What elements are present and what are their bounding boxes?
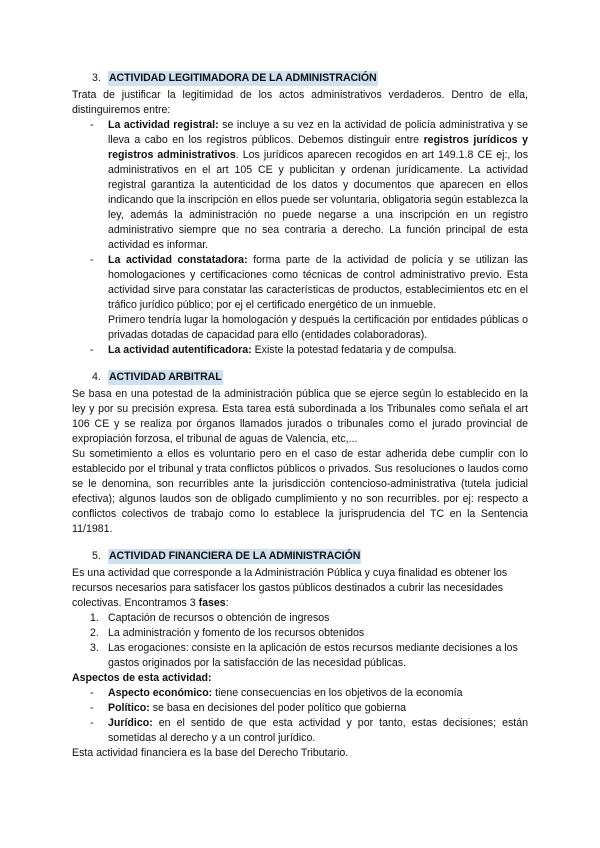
- intro-bold: fases: [198, 597, 226, 609]
- intro-text-end: :: [225, 597, 229, 609]
- item-label: La actividad constatadora:: [108, 254, 248, 266]
- list-item: [90, 611, 528, 626]
- heading-title: ACTIVIDAD LEGITIMADORA DE LA ADMINISTRACIÓN: [109, 72, 377, 84]
- phases-list: [72, 611, 528, 671]
- dash-bullet: -: [90, 254, 94, 266]
- list-item: [90, 626, 528, 641]
- list-item: [90, 253, 528, 343]
- heading-title: ACTIVIDAD FINANCIERA DE LA ADMINISTRACIÓN: [109, 550, 361, 562]
- dash-bullet: -: [90, 687, 94, 699]
- list-item: [90, 641, 528, 671]
- item-label: La actividad registral:: [108, 119, 219, 131]
- item-number: 1.: [90, 612, 99, 624]
- intro-text: Es una actividad que corresponde a la Administración Pública y cuya finalidad es obtener los recursos necesarios para satisfacer los gastos públicos destinados a cubrir las necesidades colectivas. Encontramos 3: [72, 567, 508, 609]
- item-text: se incluye a su vez en la actividad de policía administrativa y se lleva a cabo en los registros públicos. Debemos distinguir entre: [108, 119, 529, 146]
- activity-list: [72, 118, 528, 358]
- item-text: La administración y fomento de los recursos obtenidos: [108, 627, 365, 639]
- section-heading: [92, 70, 528, 87]
- list-item: [90, 716, 528, 746]
- item-label: La actividad autentificadora:: [108, 344, 252, 356]
- dash-bullet: -: [90, 344, 94, 356]
- item-text: . Los jurídicos aparecen recogidos en art 149.1.8 CE ej:, los administrativos en el art 105 CE y publicitan y ordenan jurídicamente. La actividad registral garantiza la autenticidad de los datos y documentos que aparecen en ellos indicando que la inscripción en ellos puede ser voluntaria, obligatoria según establezca la ley, además la administración no puede negarse a una inscripción en un registro administrativo siempre que no sea contraria a derecho. La función principal de esta actividad es informar.: [108, 149, 528, 251]
- section-intro: Trata de justificar la legitimidad de los actos administrativos verdaderos. Dentro de ella, distinguiremos entre:: [72, 89, 528, 116]
- item-text: forma parte de la actividad de policía y se utilizan las homologaciones y certificaciones como técnicas de control administrativo previo. Esta actividad sirve para constatar las características de productos, establecimientos etc en el tráfico jurídico público; por ej el certificado energético de un inmueble.: [108, 254, 528, 311]
- document-page: [72, 70, 528, 761]
- item-continuation: Primero tendría lugar la homologación y después la certificación por entidades públicas o privadas dotadas de capacidad para ello (entidades colaboradoras).: [108, 314, 528, 341]
- item-number: 3.: [90, 642, 99, 654]
- list-item: [90, 118, 528, 253]
- aspects-list: [72, 686, 528, 746]
- item-text: Existe la potestad fedataria y de compulsa.: [251, 344, 457, 356]
- item-text: Las erogaciones: consiste en la aplicación de estos recursos mediante decisiones a los gastos originados por la satisfacción de las necesidad públicas.: [108, 642, 518, 669]
- list-item: [90, 686, 528, 701]
- aspects-title: Aspectos de esta actividad:: [72, 672, 212, 684]
- section-heading: [92, 369, 528, 386]
- item-label: Jurídico:: [108, 717, 153, 729]
- item-label: Político:: [108, 702, 150, 714]
- item-text: Captación de recursos o obtención de ingresos: [108, 612, 330, 624]
- list-item: [90, 701, 528, 716]
- paragraph: Se basa en una potestad de la administración pública que se ejerce según lo establecido en la ley y por su precisión expresa. Esta tarea está subordinada a los Tribunales como señala el art 106 CE y se realiza por órganos llamados jurados o tribunales como el jurado provincial de expropiación forzosa, el tribunal de aguas de Valencia, etc,...: [72, 388, 528, 445]
- item-bold-text: registros jurídicos y registros administrativos: [108, 134, 528, 161]
- section-actividad-financiera: [72, 548, 528, 761]
- dash-bullet: -: [90, 702, 94, 714]
- heading-title: ACTIVIDAD ARBITRAL: [109, 371, 222, 383]
- paragraph: Su sometimiento a ellos es voluntario pero en el caso de estar adherida debe cumplir con lo establecido por el tribunal y trata conflictos públicos o privados. Sus resoluciones o laudos como se le denomina, son recurribles ante la jurisdicción contencioso-administrativa (tutela judicial efectiva); algunos laudos son de obligado cumplimiento y no son recurribles. por ej: respecto a conflictos colectivos de trabajo como lo establece la jurisprudencia del TC en la Sentencia 11/1981.: [72, 448, 528, 535]
- heading-number: 5.: [92, 550, 101, 562]
- section-actividad-arbitral: [72, 369, 528, 537]
- heading-number: 4.: [92, 371, 101, 383]
- section-intro: [72, 566, 528, 611]
- closing-paragraph: Esta actividad financiera es la base del Derecho Tributario.: [72, 747, 349, 759]
- item-text: tiene consecuencias en los objetivos de la economía: [212, 687, 463, 699]
- item-text: se basa en decisiones del poder político que gobierna: [149, 702, 406, 714]
- list-item: [90, 343, 528, 358]
- item-text: en el sentido de que esta actividad y por tanto, estas decisiones; están sometidas al derecho y a un control jurídico.: [108, 717, 528, 744]
- section-heading: [92, 548, 528, 565]
- item-number: 2.: [90, 627, 99, 639]
- dash-bullet: -: [90, 119, 94, 131]
- heading-number: 3.: [92, 72, 101, 84]
- section-actividad-legitimadora: [72, 70, 528, 358]
- item-label: Aspecto económico:: [108, 687, 213, 699]
- dash-bullet: -: [90, 717, 94, 729]
